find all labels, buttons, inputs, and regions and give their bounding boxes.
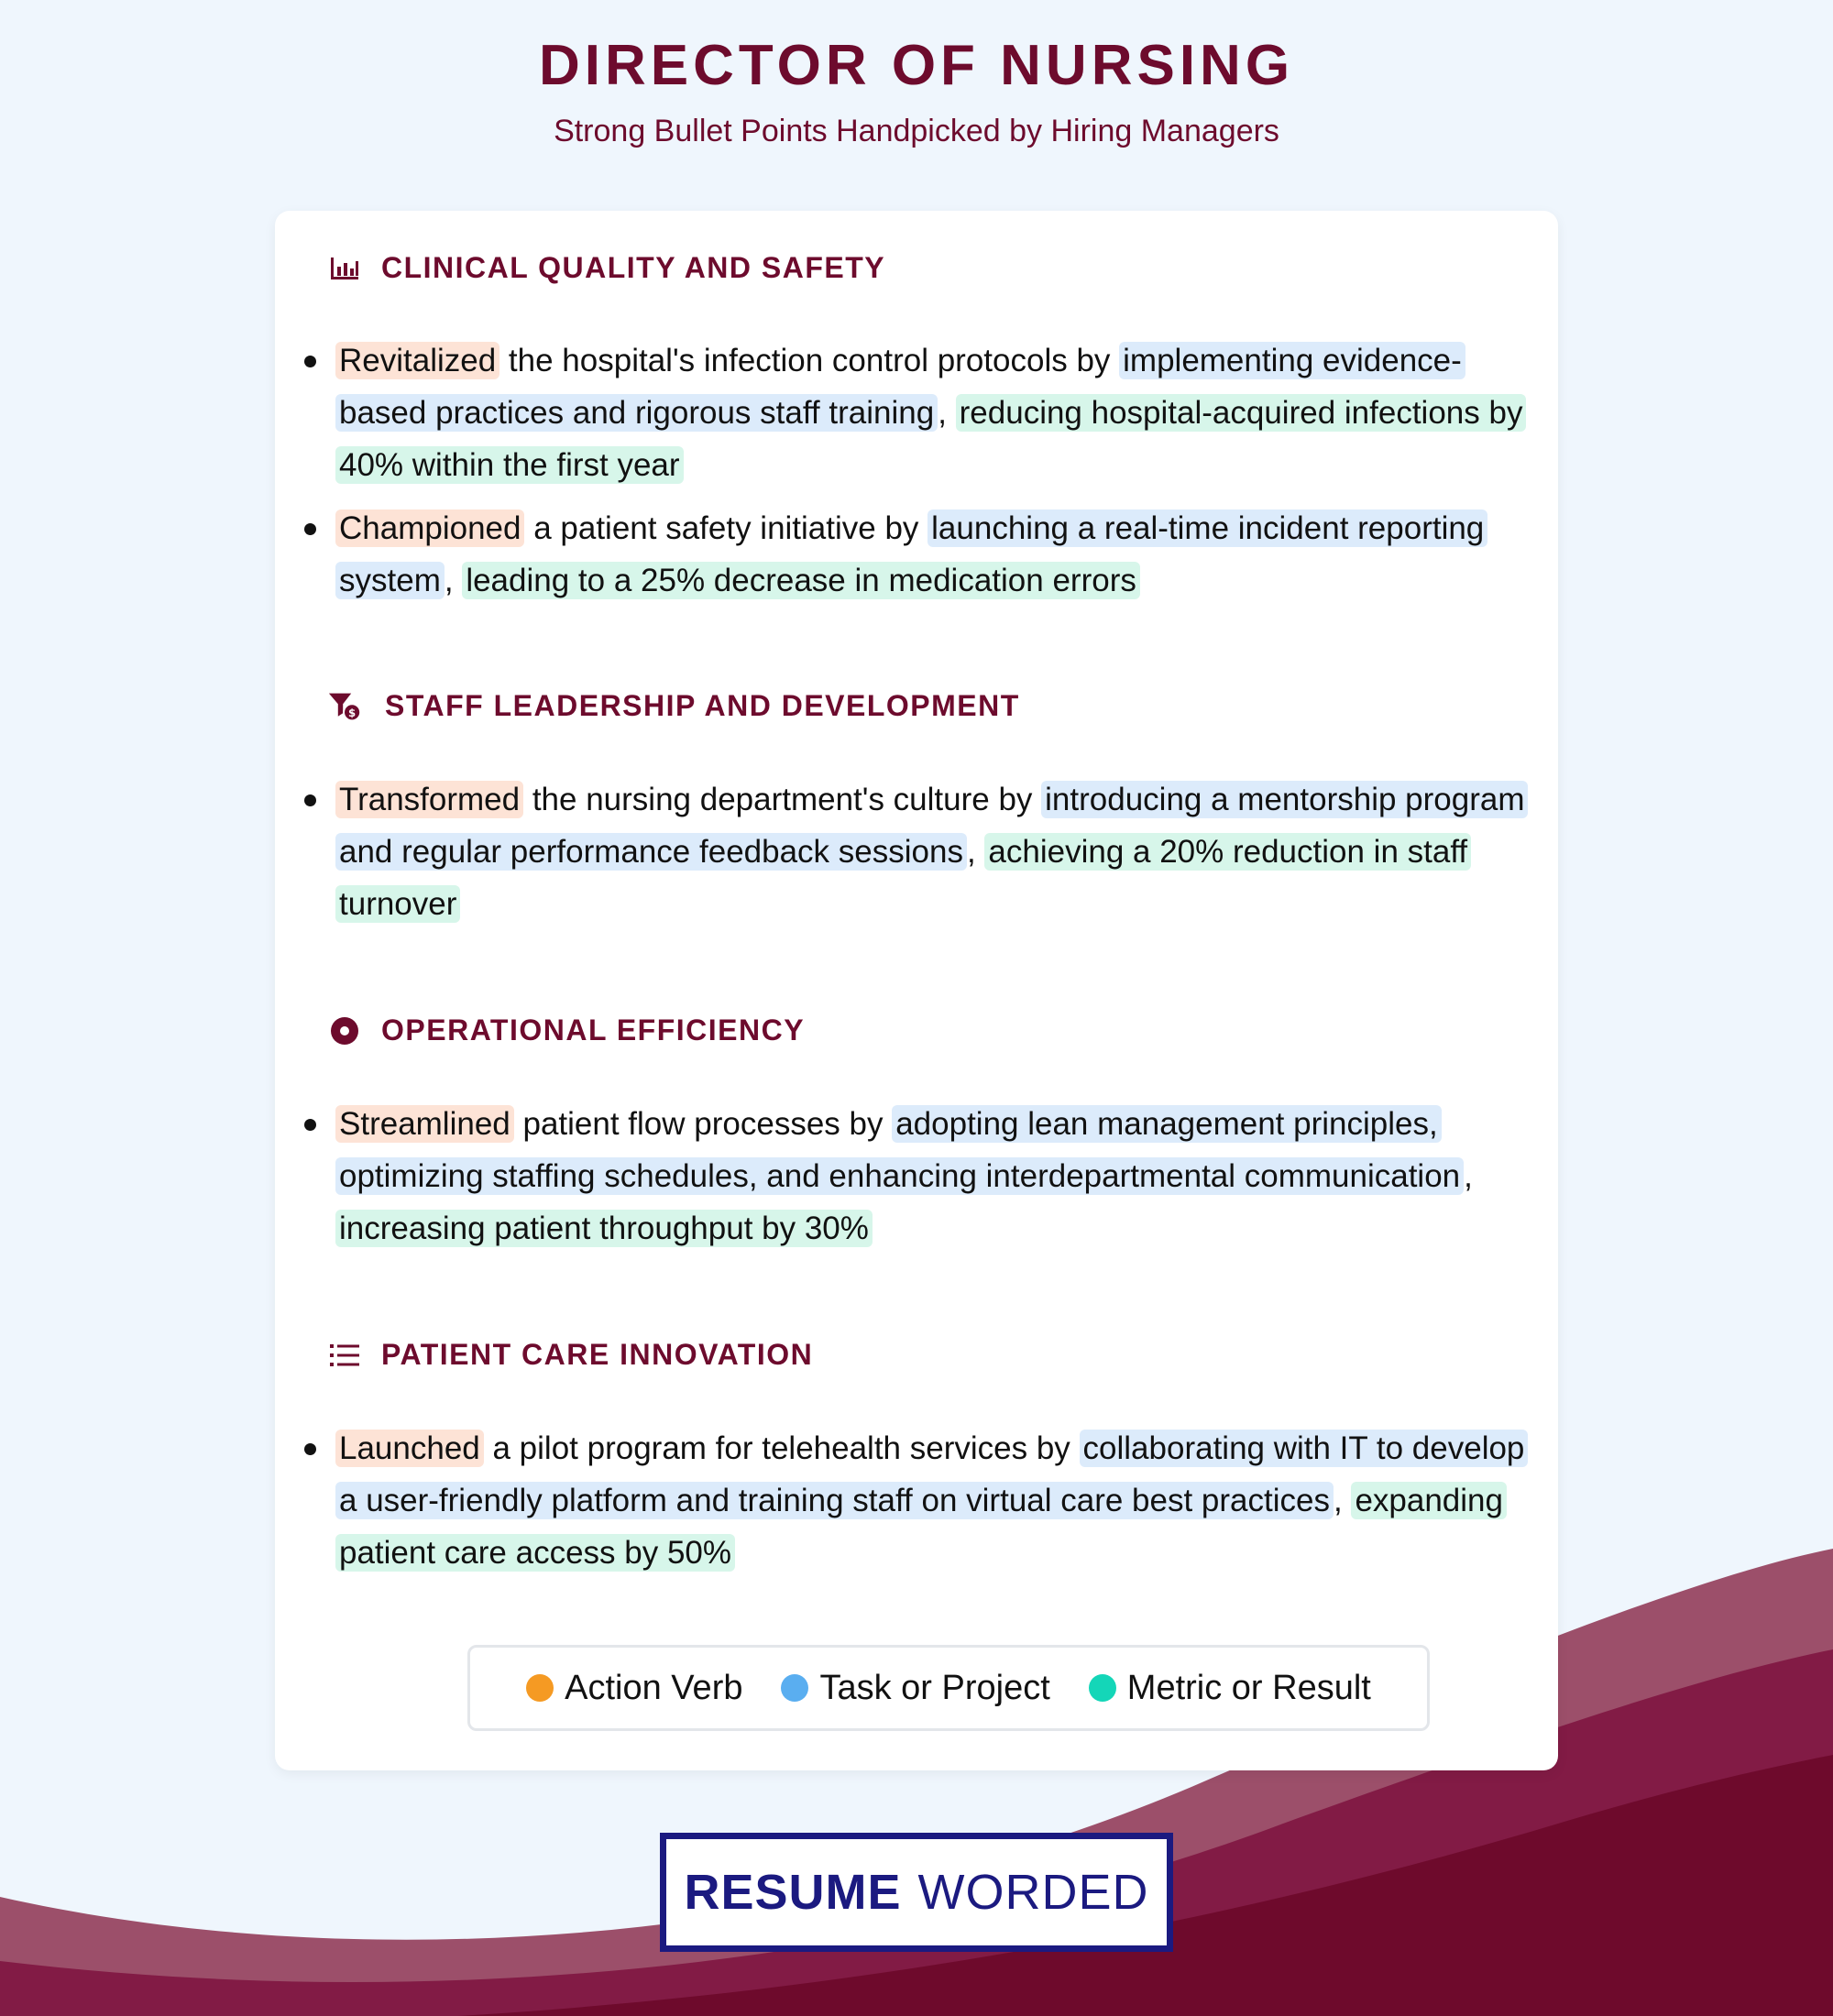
funnel-dollar-icon (328, 690, 361, 723)
legend-dot (1089, 1674, 1116, 1702)
section-title: STAFF LEADERSHIP AND DEVELOPMENT (385, 689, 1020, 722)
bullet-list (302, 1422, 1535, 1590)
bullet-point (302, 334, 1535, 491)
page-title: DIRECTOR OF NURSING (538, 34, 1295, 97)
bullet-list (302, 334, 1535, 618)
section-header-clinical-quality (328, 251, 885, 285)
legend-item-task-or-project (781, 1669, 1049, 1708)
metric-or-result: increasing patient throughput by 30% (335, 1210, 873, 1247)
legend-item-action-verb (526, 1669, 742, 1708)
bullet-text: , (966, 834, 985, 870)
action-verb: Launched (335, 1430, 484, 1467)
legend-item-metric-or-result (1089, 1669, 1371, 1708)
action-verb: Championed (335, 509, 524, 547)
task-or-project: implementing evidence-based practices and rigorous staff training (335, 342, 1465, 432)
bullet-text: , (938, 395, 956, 431)
legend-dot (781, 1674, 808, 1702)
section-header-patient-care (328, 1338, 813, 1372)
metric-or-result: achieving a 20% reduction in staff turnover (335, 833, 1471, 923)
list-icon (328, 1339, 361, 1372)
section-title: OPERATIONAL EFFICIENCY (381, 1013, 806, 1046)
legend (467, 1645, 1430, 1731)
bullet-point (302, 1098, 1535, 1255)
brand-strong-text: RESUME (684, 1865, 902, 1920)
bullet-text: , (444, 563, 463, 598)
metric-or-result: leading to a 25% decrease in medication errors (462, 562, 1140, 599)
metric-or-result: reducing hospital-acquired infections by 40% within the first year (335, 394, 1526, 484)
legend-label: Task or Project (819, 1668, 1050, 1707)
bullet-text: the hospital's infection control protocols by (499, 343, 1120, 378)
action-verb: Streamlined (335, 1105, 514, 1143)
task-or-project: introducing a mentorship program and regular performance feedback sessions (335, 781, 1528, 871)
bullet-text: a pilot program for telehealth services by (483, 1430, 1080, 1466)
legend-dot (526, 1674, 554, 1702)
action-verb: Revitalized (335, 342, 499, 379)
section-header-operational-efficiency (328, 1013, 805, 1047)
task-or-project: adopting lean management principles, optimizing staffing schedules, and enhancing interdepartmental communication (335, 1105, 1464, 1195)
svg-text:$: $ (348, 706, 357, 719)
brand-light-text: WORDED (917, 1865, 1149, 1920)
bullet-text: patient flow processes by (513, 1106, 893, 1142)
bullet-point (302, 502, 1535, 607)
bullet-text: , (1333, 1483, 1352, 1518)
legend-label: Action Verb (565, 1668, 743, 1707)
bullet-list (302, 1098, 1535, 1265)
section-title: CLINICAL QUALITY AND SAFETY (381, 251, 886, 284)
resume-worded-logo[interactable] (660, 1833, 1173, 1952)
bullet-text: a patient safety initiative by (524, 510, 928, 546)
bullet-text: the nursing department's culture by (523, 782, 1042, 817)
bullet-point (302, 1422, 1535, 1579)
task-or-project: collaborating with IT to develop a user-friendly platform and training staff on virtual care best practices (335, 1430, 1528, 1519)
target-circle-icon (328, 1014, 361, 1047)
legend-label: Metric or Result (1126, 1668, 1371, 1707)
bullet-text: , (1464, 1158, 1473, 1194)
section-title: PATIENT CARE INNOVATION (381, 1338, 814, 1371)
action-verb: Transformed (335, 781, 523, 818)
task-or-project: launching a real-time incident reporting system (335, 509, 1487, 599)
bullet-list (302, 773, 1535, 941)
bullet-point (302, 773, 1535, 930)
bullet-points-card (275, 211, 1558, 1770)
page-subtitle: Strong Bullet Points Handpicked by Hiring Managers (554, 114, 1279, 148)
bar-chart-icon (328, 252, 361, 285)
metric-or-result: expanding patient care access by 50% (335, 1482, 1507, 1572)
section-header-staff-leadership (328, 689, 1020, 723)
